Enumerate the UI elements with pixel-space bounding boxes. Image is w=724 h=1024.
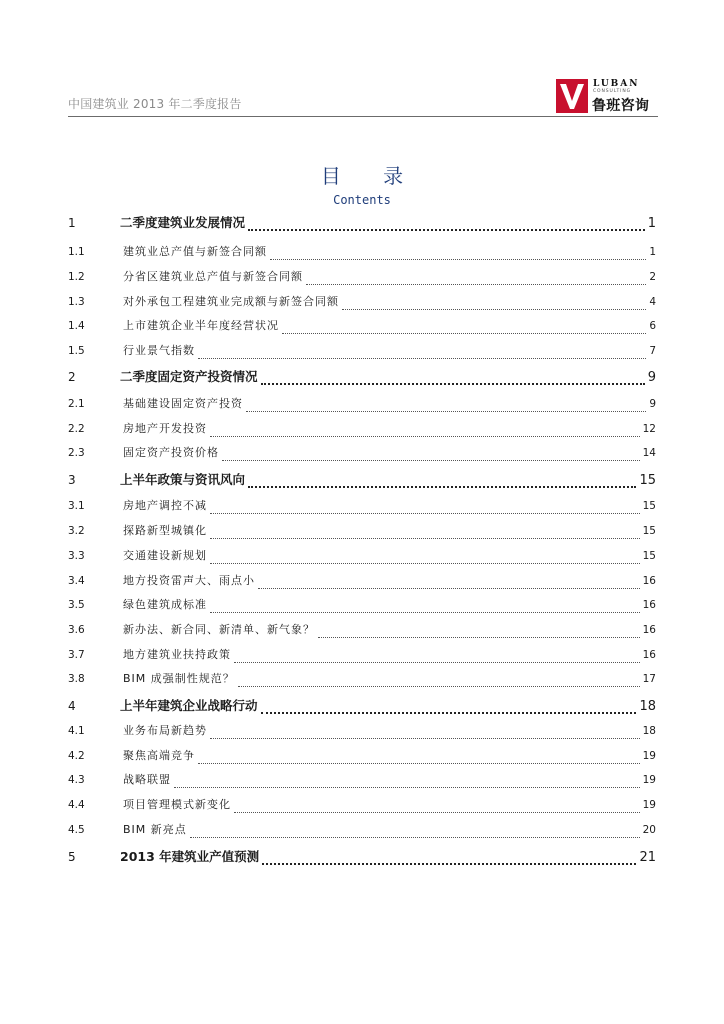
toc-entry-title: 二季度建筑业发展情况 bbox=[120, 215, 246, 230]
toc-title: 目 录 bbox=[320, 164, 422, 188]
toc-dot-leader bbox=[282, 323, 646, 334]
toc-entry-title: 上半年建筑企业战略行动 bbox=[120, 698, 258, 713]
toc-entry-row bbox=[120, 796, 656, 814]
toc-entry-page: 6 bbox=[649, 320, 656, 332]
toc-entry-page: 16 bbox=[642, 624, 656, 636]
toc-entry-number: 5 bbox=[68, 850, 76, 864]
toc-entry-title: 二季度固定资产投资情况 bbox=[120, 369, 258, 384]
toc-entry-row bbox=[120, 572, 656, 590]
toc-entry-number: 3.7 bbox=[68, 649, 85, 661]
toc-dot-leader bbox=[318, 627, 640, 638]
toc-entry-number: 2.1 bbox=[68, 398, 85, 410]
toc-entry-row bbox=[120, 395, 656, 413]
toc-entry-row bbox=[120, 771, 656, 789]
toc-dot-leader bbox=[210, 503, 640, 514]
toc-entry-row bbox=[120, 522, 656, 540]
toc-section-entry[interactable] bbox=[68, 646, 656, 664]
toc-section-entry[interactable] bbox=[68, 420, 656, 438]
logo-english-subtext: CONSULTING bbox=[593, 89, 632, 94]
toc-entry-row bbox=[120, 497, 656, 515]
toc-entry-row bbox=[120, 420, 656, 438]
toc-entry-page: 12 bbox=[642, 423, 656, 435]
toc-entry-row bbox=[120, 547, 656, 565]
toc-entry-title: 房地产开发投资 bbox=[123, 422, 207, 435]
toc-entry-page: 14 bbox=[642, 447, 656, 459]
toc-entry-row bbox=[120, 243, 656, 261]
toc-chapter-entry[interactable] bbox=[68, 471, 656, 489]
toc-entry-title: 战略联盟 bbox=[123, 773, 171, 786]
toc-entry-page: 21 bbox=[639, 850, 656, 865]
toc-entry-title: 业务布局新趋势 bbox=[123, 724, 207, 737]
toc-section-entry[interactable] bbox=[68, 395, 656, 413]
toc-entry-title: BIM 新亮点 bbox=[123, 823, 187, 836]
toc-entry-title: 固定资产投资价格 bbox=[123, 446, 219, 459]
toc-entry-title: 地方建筑业扶持政策 bbox=[123, 648, 231, 661]
toc-entry-row bbox=[120, 293, 656, 311]
toc-entry-number: 3.8 bbox=[68, 673, 85, 685]
toc-section-entry[interactable] bbox=[68, 796, 656, 814]
toc-section-entry[interactable] bbox=[68, 621, 656, 639]
logo-chinese-text: 鲁班咨询 bbox=[592, 98, 650, 114]
toc-entry-number: 1 bbox=[68, 216, 76, 230]
toc-entry-title: 分省区建筑业总产值与新签合同额 bbox=[123, 270, 303, 283]
toc-entry-row bbox=[120, 747, 656, 765]
toc-dot-leader bbox=[210, 553, 640, 564]
toc-dot-leader bbox=[198, 348, 646, 359]
toc-dot-leader bbox=[248, 220, 645, 231]
toc-entry-number: 1.4 bbox=[68, 320, 85, 332]
toc-section-entry[interactable] bbox=[68, 670, 656, 688]
toc-entry-row bbox=[120, 621, 656, 639]
toc-entry-number: 3.4 bbox=[68, 575, 85, 587]
toc-subtitle: Contents bbox=[333, 193, 391, 207]
toc-entry-row bbox=[120, 368, 656, 386]
toc-entry-row bbox=[120, 596, 656, 614]
toc-entry-page: 16 bbox=[642, 649, 656, 661]
toc-entry-title: 地方投资雷声大、雨点小 bbox=[123, 574, 255, 587]
toc-entry-title: 探路新型城镇化 bbox=[123, 524, 207, 537]
toc-section-entry[interactable] bbox=[68, 243, 656, 261]
toc-entry-number: 4.1 bbox=[68, 725, 85, 737]
toc-entry-number: 3.5 bbox=[68, 599, 85, 611]
toc-entry-title: 2013 年建筑业产值预测 bbox=[120, 849, 260, 864]
page-header bbox=[68, 78, 658, 117]
toc-dot-leader bbox=[190, 827, 640, 838]
toc-entry-page: 20 bbox=[642, 824, 656, 836]
toc-entry-row bbox=[120, 646, 656, 664]
toc-entry-title: 上市建筑企业半年度经营状况 bbox=[123, 319, 279, 332]
toc-entry-row bbox=[120, 471, 656, 489]
toc-dot-leader bbox=[210, 426, 640, 437]
toc-dot-leader bbox=[174, 777, 640, 788]
toc-section-entry[interactable] bbox=[68, 293, 656, 311]
toc-entry-page: 19 bbox=[642, 799, 656, 811]
toc-entry-number: 1.2 bbox=[68, 271, 85, 283]
toc-dot-leader bbox=[222, 450, 640, 461]
toc-entry-number: 3.6 bbox=[68, 624, 85, 636]
toc-dot-leader bbox=[248, 477, 636, 488]
toc-section-entry[interactable] bbox=[68, 547, 656, 565]
toc-entry-number: 4.5 bbox=[68, 824, 85, 836]
toc-section-entry[interactable] bbox=[68, 596, 656, 614]
toc-dot-leader bbox=[198, 753, 640, 764]
toc-section-entry[interactable] bbox=[68, 572, 656, 590]
toc-entry-page: 9 bbox=[647, 370, 656, 385]
logo-english-text: LUBAN bbox=[593, 79, 640, 89]
toc-chapter-entry[interactable] bbox=[68, 697, 656, 715]
toc-entry-number: 3 bbox=[68, 473, 76, 487]
toc-entry-row bbox=[120, 268, 656, 286]
toc-entry-number: 1.3 bbox=[68, 296, 85, 308]
toc-entry-number: 4.4 bbox=[68, 799, 85, 811]
toc-dot-leader bbox=[270, 249, 646, 260]
toc-dot-leader bbox=[258, 578, 640, 589]
toc-entry-page: 19 bbox=[642, 750, 656, 762]
toc-dot-leader bbox=[234, 652, 640, 663]
toc-entry-number: 4 bbox=[68, 699, 76, 713]
toc-entry-page: 15 bbox=[639, 473, 656, 488]
toc-section-entry[interactable] bbox=[68, 317, 656, 335]
toc-dot-leader bbox=[210, 728, 640, 739]
toc-entry-page: 1 bbox=[647, 216, 656, 231]
toc-chapter-entry[interactable] bbox=[68, 368, 656, 386]
toc-entry-title: 基础建设固定资产投资 bbox=[123, 397, 243, 410]
toc-entry-title: 聚焦高端竞争 bbox=[123, 749, 195, 762]
toc-entry-row bbox=[120, 214, 656, 232]
toc-dot-leader bbox=[238, 676, 640, 687]
toc-section-entry[interactable] bbox=[68, 747, 656, 765]
toc-entry-title: 对外承包工程建筑业完成额与新签合同额 bbox=[123, 295, 339, 308]
toc-section-entry[interactable] bbox=[68, 342, 656, 360]
toc-entry-row bbox=[120, 821, 656, 839]
toc-entry-page: 9 bbox=[649, 398, 656, 410]
toc-section-entry[interactable] bbox=[68, 268, 656, 286]
toc-entry-number: 2 bbox=[68, 370, 76, 384]
toc-entry-row bbox=[120, 317, 656, 335]
toc-entry-row bbox=[120, 670, 656, 688]
toc-chapter-entry[interactable] bbox=[68, 214, 656, 232]
toc-entry-number: 3.1 bbox=[68, 500, 85, 512]
toc-section-entry[interactable] bbox=[68, 771, 656, 789]
toc-entry-page: 15 bbox=[642, 550, 656, 562]
toc-section-entry[interactable] bbox=[68, 722, 656, 740]
luban-v-logo-icon bbox=[556, 79, 588, 113]
toc-entry-title: 新办法、新合同、新清单、新气象？ bbox=[123, 623, 315, 636]
toc-entry-row bbox=[120, 848, 656, 866]
toc-entry-page: 7 bbox=[649, 345, 656, 357]
toc-dot-leader bbox=[262, 854, 636, 865]
toc-entry-page: 17 bbox=[642, 673, 656, 685]
toc-entry-number: 4.3 bbox=[68, 774, 85, 786]
toc-entry-number: 3.2 bbox=[68, 525, 85, 537]
toc-entry-page: 1 bbox=[649, 246, 656, 258]
toc-dot-leader bbox=[246, 401, 646, 412]
toc-entry-title: 房地产调控不减 bbox=[123, 499, 207, 512]
toc-dot-leader bbox=[261, 703, 637, 714]
toc-section-entry[interactable] bbox=[68, 821, 656, 839]
toc-section-entry[interactable] bbox=[68, 444, 656, 462]
toc-entry-number: 2.2 bbox=[68, 423, 85, 435]
toc-dot-leader bbox=[342, 299, 646, 310]
toc-entry-number: 4.2 bbox=[68, 750, 85, 762]
toc-entry-page: 16 bbox=[642, 599, 656, 611]
toc-dot-leader bbox=[261, 374, 645, 385]
toc-entry-title: 上半年政策与资讯风向 bbox=[120, 472, 246, 487]
toc-entry-title: 绿色建筑成标准 bbox=[123, 598, 207, 611]
toc-entry-page: 15 bbox=[642, 500, 656, 512]
toc-entry-row bbox=[120, 444, 656, 462]
luban-logo bbox=[556, 78, 658, 115]
report-title: 中国建筑业 2013 年二季度报告 bbox=[68, 97, 242, 111]
toc-dot-leader bbox=[210, 528, 640, 539]
toc-entry-title: 建筑业总产值与新签合同额 bbox=[123, 245, 267, 258]
toc-entry-title: 交通建设新规划 bbox=[123, 549, 207, 562]
toc-dot-leader bbox=[210, 602, 640, 613]
toc-entry-page: 15 bbox=[642, 525, 656, 537]
toc-entry-page: 18 bbox=[639, 699, 656, 714]
toc-entry-title: BIM 成强制性规范？ bbox=[123, 672, 235, 685]
toc-entry-page: 2 bbox=[649, 271, 656, 283]
toc-entry-row bbox=[120, 342, 656, 360]
toc-section-entry[interactable] bbox=[68, 522, 656, 540]
toc-entry-title: 行业景气指数 bbox=[123, 344, 195, 357]
toc-entry-number: 1.1 bbox=[68, 246, 85, 258]
toc-dot-leader bbox=[306, 274, 646, 285]
toc-entry-page: 16 bbox=[642, 575, 656, 587]
toc-entry-page: 19 bbox=[642, 774, 656, 786]
toc-dot-leader bbox=[234, 802, 640, 813]
toc-entry-number: 2.3 bbox=[68, 447, 85, 459]
toc-entry-row bbox=[120, 722, 656, 740]
toc-entry-number: 3.3 bbox=[68, 550, 85, 562]
toc-entry-title: 项目管理模式新变化 bbox=[123, 798, 231, 811]
toc-section-entry[interactable] bbox=[68, 497, 656, 515]
toc-entry-page: 18 bbox=[642, 725, 656, 737]
toc-entry-number: 1.5 bbox=[68, 345, 85, 357]
toc-entry-row bbox=[120, 697, 656, 715]
toc-chapter-entry[interactable] bbox=[68, 848, 656, 866]
toc-entry-page: 4 bbox=[649, 296, 656, 308]
